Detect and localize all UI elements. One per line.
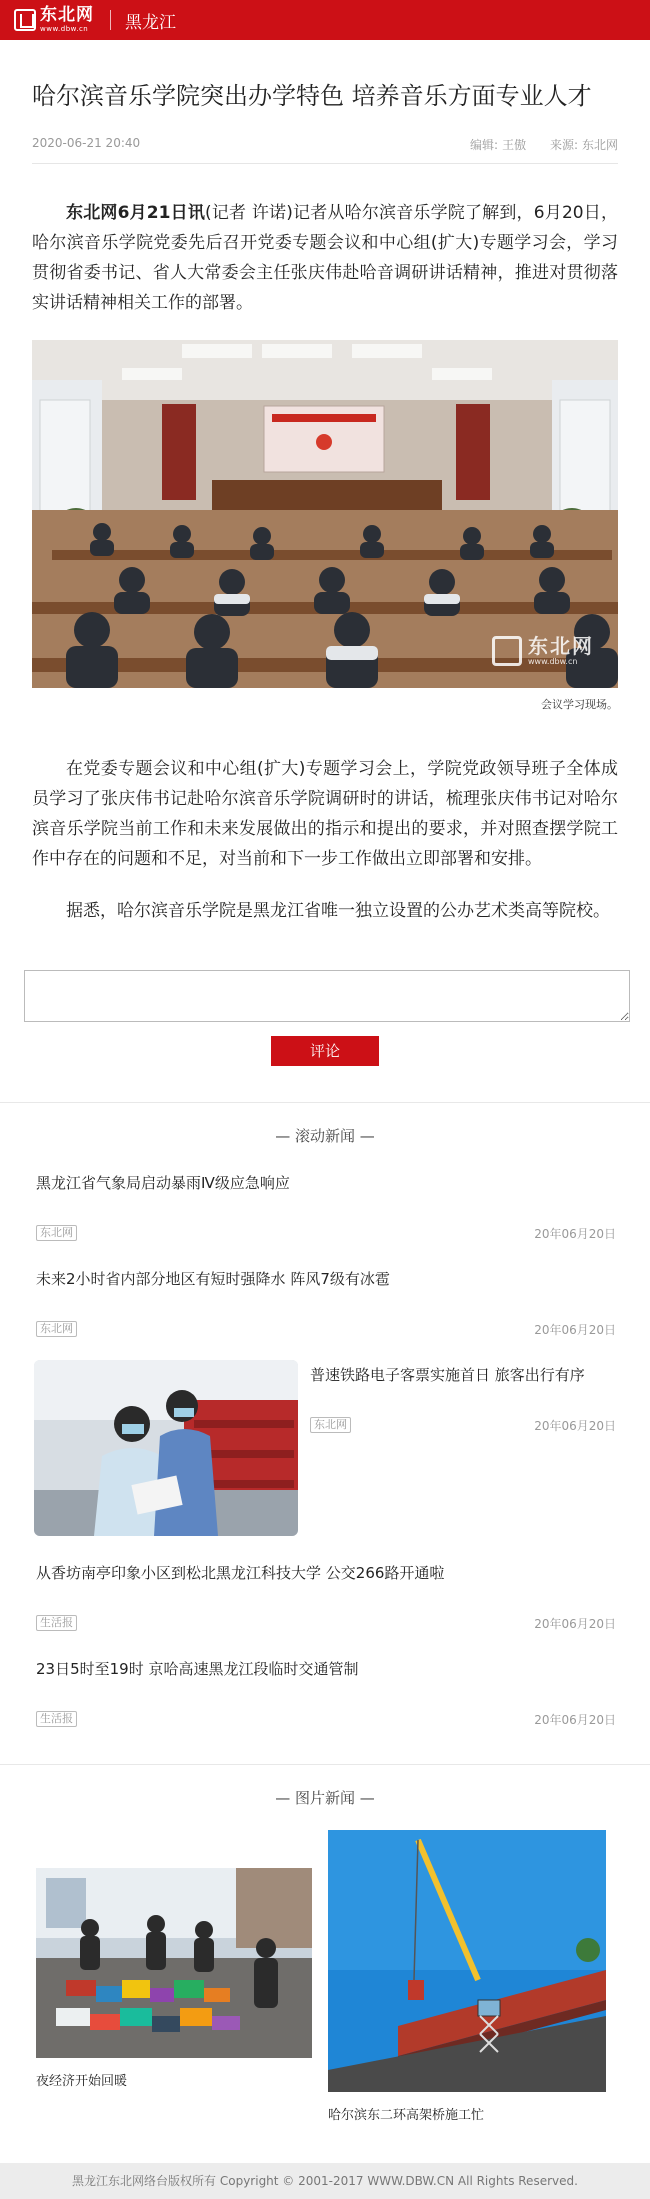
lead-paragraph: [32, 198, 618, 318]
source-name: 东北网: [581, 137, 618, 152]
meta-divider: [32, 163, 618, 164]
list-item[interactable]: [36, 1632, 616, 1728]
picture-news-heading: — 图片新闻 —: [275, 1788, 375, 1807]
news-date: 20年06月20日: [534, 1418, 616, 1433]
source-tag: 东北网: [310, 1417, 351, 1433]
news-title[interactable]: 从香坊南亭印象小区到松北黑龙江科技大学 公交266路开通啦: [36, 1563, 445, 1582]
list-item[interactable]: [36, 1146, 616, 1242]
copyright-text: 黑龙江东北网络台版权所有 Copyright © 2001-2017 WWW.DBW.CN All Rights Reserved.: [72, 2173, 578, 2188]
logo-name: 东北网: [40, 5, 94, 25]
list-item[interactable]: [36, 1242, 616, 1338]
footer: [0, 2163, 650, 2199]
night-market-photo[interactable]: [36, 1868, 312, 2058]
logo-url: www.dbw.cn: [40, 25, 89, 33]
source-tag: 生活报: [36, 1615, 77, 1631]
article: [0, 80, 650, 926]
watermark-logo-icon: [492, 636, 522, 666]
news-thumbnail[interactable]: [34, 1360, 298, 1536]
news-date: 20年06月20日: [534, 1712, 616, 1727]
section-divider: [0, 1764, 650, 1765]
rolling-news-list: [0, 1146, 650, 1728]
channel-link[interactable]: 黑龙江: [125, 12, 176, 33]
night-market-drawing: [36, 1868, 312, 2058]
body-paragraph-2: 在党委专题会议和中心组(扩大)专题学习会上，学院党政领导班子全体成员学习了张庆伟书记赴哈尔滨音乐学院调研时的讲话，梳理张庆伟书记对哈尔滨音乐学院当前工作和未来发展做出的指示和提出的要求，并对照查摆学院工作中存在的问题和不足，对当前和下一步工作做出立即部署和安排。: [32, 758, 618, 869]
news-date: 20年06月20日: [534, 1226, 616, 1241]
body-paragraph-3: 据悉，哈尔滨音乐学院是黑龙江省唯一独立设置的公办艺术类高等院校。: [66, 900, 610, 921]
news-title[interactable]: 黑龙江省气象局启动暴雨Ⅳ级应急响应: [36, 1173, 290, 1192]
picture-news-card[interactable]: [36, 1830, 312, 2123]
editor-name: 王傲: [502, 137, 527, 152]
article-date: 2020-06-21 20:40: [32, 135, 141, 150]
header-divider: [110, 10, 111, 30]
bridge-construction-drawing: [328, 1830, 606, 2092]
top-bar: [0, 0, 650, 40]
logo-mark-icon: [14, 9, 36, 31]
comment-area: [24, 970, 630, 1026]
news-date: 20年06月20日: [534, 1616, 616, 1631]
section-divider: [0, 1102, 650, 1103]
source-tag: 东北网: [36, 1321, 77, 1337]
editor-label: 编辑:: [470, 137, 499, 152]
picture-news-card[interactable]: [328, 1830, 606, 2123]
bridge-construction-photo[interactable]: [328, 1830, 606, 2092]
article-figure: [32, 340, 618, 712]
news-title[interactable]: 未来2小时省内部分地区有短时强降水 阵风7级有冰雹: [36, 1269, 390, 1288]
site-logo[interactable]: [14, 7, 94, 33]
rolling-news-heading: — 滚动新闻 —: [275, 1126, 375, 1145]
picture-caption[interactable]: 哈尔滨东二环高架桥施工忙: [328, 2107, 485, 2123]
image-caption: 会议学习现场。: [541, 697, 618, 711]
photo-watermark: [492, 633, 594, 666]
comment-button[interactable]: 评论: [271, 1036, 379, 1066]
news-title[interactable]: 23日5时至19时 京哈高速黑龙江段临时交通管制: [36, 1659, 359, 1678]
picture-news-grid: [0, 1830, 650, 2123]
lead-text: (记者 许诺)记者从哈尔滨音乐学院了解到，6月20日，哈尔滨音乐学院党委先后召开党委专题会议和中心组(扩大)专题学习会，学习贯彻省委书记、省人大常委会主任张庆伟赴哈音调研讲话精神，推进对贯彻落实讲话精神相关工作的部署。: [32, 202, 618, 313]
comment-input[interactable]: [24, 970, 630, 1022]
list-item[interactable]: [36, 1536, 616, 1632]
source-tag: 生活报: [36, 1711, 77, 1727]
list-item-with-image[interactable]: [34, 1338, 616, 1536]
watermark-url: www.dbw.cn: [528, 656, 578, 666]
meeting-photo[interactable]: [32, 340, 618, 688]
news-title[interactable]: 普速铁路电子客票实施首日 旅客出行有序: [310, 1365, 585, 1384]
dateline: 东北网6月21日讯: [66, 202, 206, 223]
article-title: 哈尔滨音乐学院突出办学特色 培养音乐方面专业人才: [32, 82, 592, 110]
article-meta: [32, 136, 618, 153]
source-tag: 东北网: [36, 1225, 77, 1241]
source-label: 来源:: [549, 137, 578, 152]
railway-station-photo: [34, 1360, 298, 1536]
watermark-name: 东北网: [528, 633, 594, 658]
picture-caption[interactable]: 夜经济开始回暖: [36, 2073, 128, 2089]
news-date: 20年06月20日: [534, 1322, 616, 1337]
